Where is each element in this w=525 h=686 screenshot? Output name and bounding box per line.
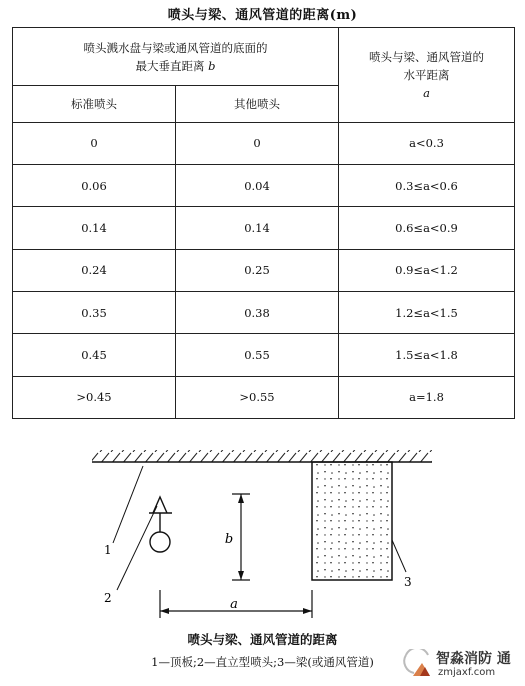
header-a-symbol: a [423,85,430,100]
cell-standard: 0.24 [13,249,176,291]
cell-other: >0.55 [176,376,339,418]
leader-3 [392,540,406,572]
figure-caption: 喷头与梁、通风管道的距离 [187,632,338,647]
subheader-standard: 标准喷头 [13,86,176,122]
ceiling-hatch [92,450,432,462]
beam [312,462,392,580]
dimension-b-arrow-down [238,571,244,580]
cell-standard: 0.35 [13,291,176,333]
table-row [13,207,515,249]
cell-a-range: 0.9≤a<1.2 [339,249,515,291]
cell-other: 0.14 [176,207,339,249]
table-title: 喷头与梁、通风管道的距离(m) [167,8,358,23]
watermark-url: zmjaxf.com [438,667,496,678]
cell-standard: 0.06 [13,165,176,207]
cell-other: 0 [176,122,339,164]
dimension-b-label: b [224,532,234,547]
callout-2: 2 [104,591,112,605]
cell-other: 0.38 [176,291,339,333]
header-a-line1: 喷头与梁、通风管道的 [369,49,484,64]
dimension-a-arrow-left [160,608,169,614]
cell-standard: 0.14 [13,207,176,249]
cell-standard: 0 [13,122,176,164]
sprinkler-bulb [150,532,170,552]
figure-legend: 1—顶板;2—直立型喷头;3—梁(或通风管道) [151,655,374,669]
watermark-name: 智淼消防 通 [436,651,511,667]
header-vertical-distance [13,28,339,86]
table-row [13,291,515,333]
cell-a-range: a<0.3 [339,122,515,164]
watermark [400,646,520,684]
table-row [13,122,515,164]
cell-other: 0.25 [176,249,339,291]
watermark-logo-icon [400,649,434,681]
cell-a-range: 1.5≤a<1.8 [339,334,515,376]
beam-clearance-diagram [0,440,525,630]
header-b-symbol: b [208,58,216,73]
table-row [13,334,515,376]
cell-a-range: a=1.8 [339,376,515,418]
dimension-a-label: a [230,597,238,612]
table-row [13,249,515,291]
header-b-line1: 喷头溅水盘与梁或通风管道的底面的 [83,40,268,55]
callout-1: 1 [104,543,112,557]
subheader-other: 其他喷头 [176,86,339,122]
table-row [13,165,515,207]
header-a-line2: 水平距离 [403,67,450,82]
cell-other: 0.55 [176,334,339,376]
cell-a-range: 1.2≤a<1.5 [339,291,515,333]
dimension-a-arrow-right [303,608,312,614]
header-b-line2: 最大垂直距离 [135,58,205,73]
cell-standard: 0.45 [13,334,176,376]
cell-other: 0.04 [176,165,339,207]
cell-a-range: 0.3≤a<0.6 [339,165,515,207]
callout-3: 3 [404,575,412,589]
dimension-b-arrow-up [238,494,244,503]
cell-a-range: 0.6≤a<0.9 [339,207,515,249]
cell-standard: >0.45 [13,376,176,418]
clearance-table [12,27,515,419]
leader-1 [113,466,143,543]
table-row [13,376,515,418]
header-horizontal-distance [339,28,515,123]
